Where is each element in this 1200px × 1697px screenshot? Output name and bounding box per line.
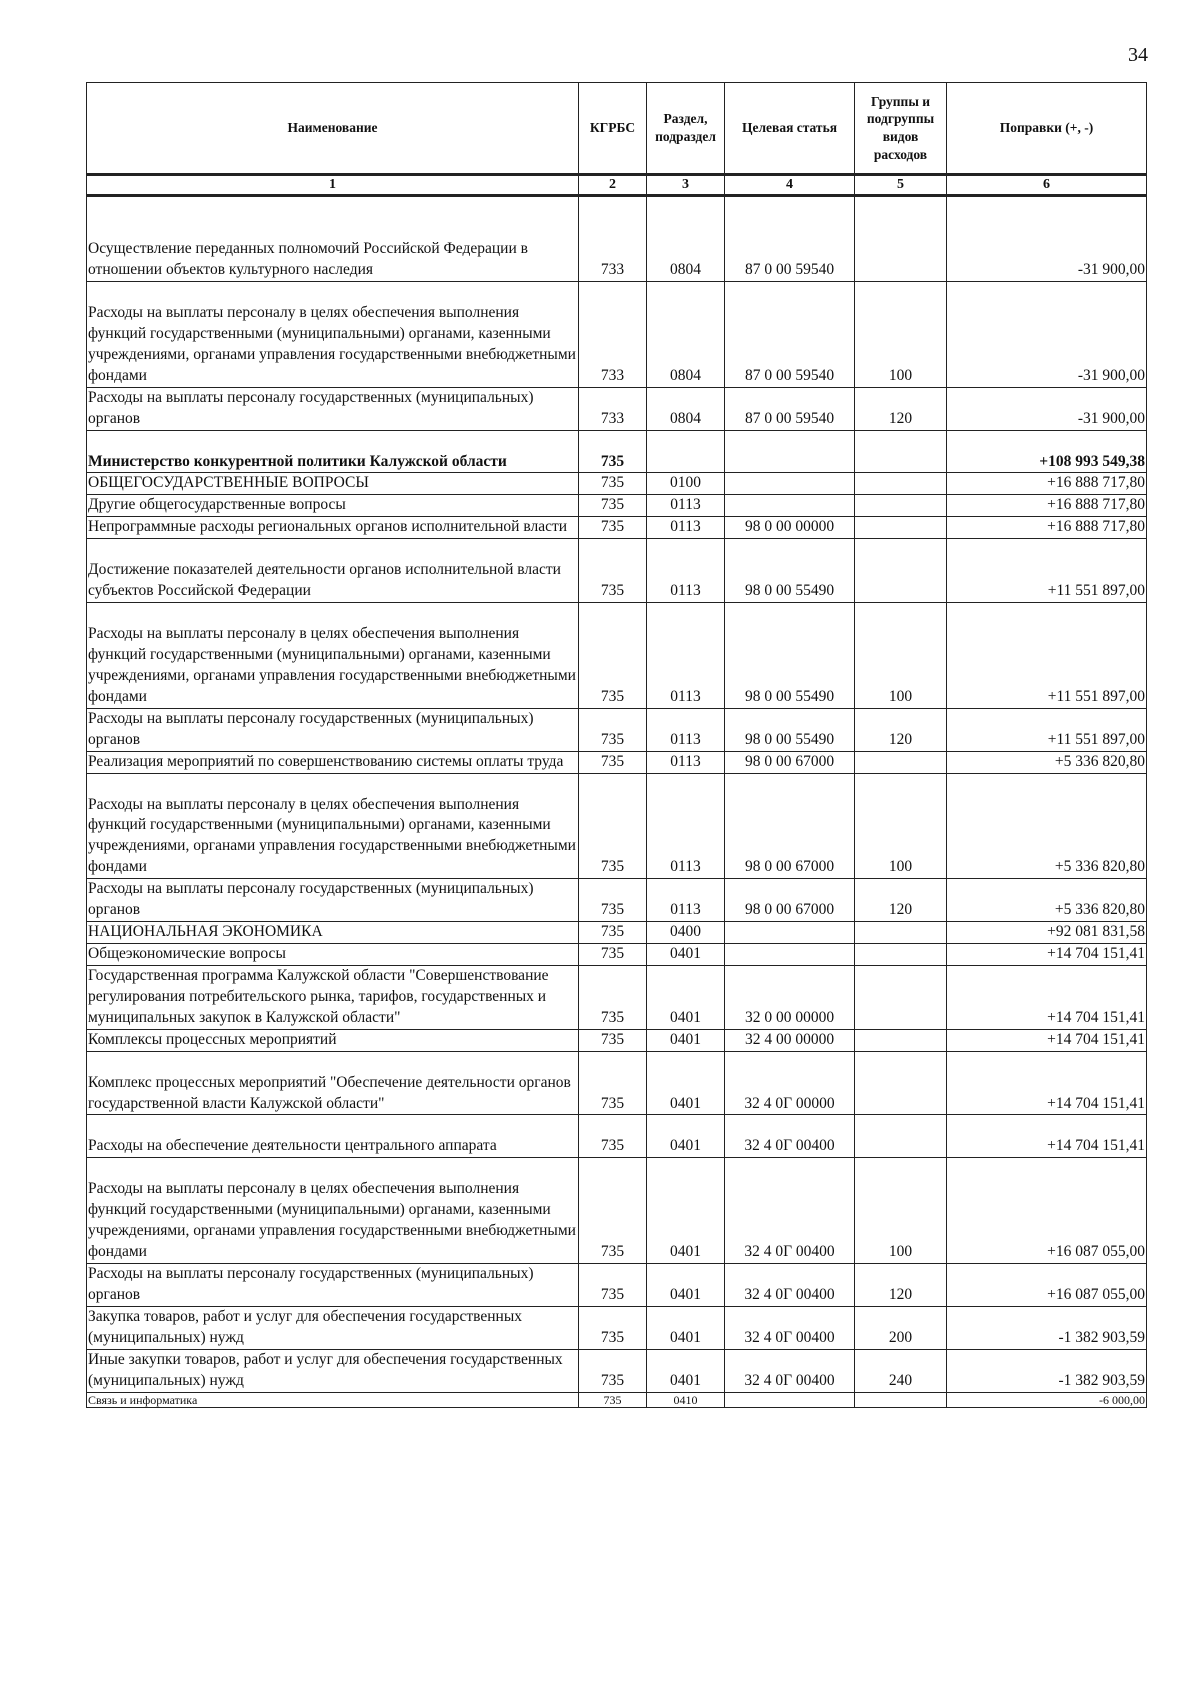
row-group: [855, 196, 947, 282]
table-row: [87, 1029, 1147, 1051]
row-name: Комплекс процессных мероприятий "Обеспечение деятельности органов государственной власти Калужской области": [87, 1051, 579, 1115]
row-section: 0401: [647, 1158, 725, 1264]
row-target: 87 0 00 59540: [725, 282, 855, 388]
row-group: 100: [855, 603, 947, 709]
table-row: [87, 517, 1147, 539]
column-number: 6: [947, 175, 1147, 196]
row-kgrbs: 735: [579, 473, 647, 495]
row-section: 0401: [647, 1029, 725, 1051]
row-section: 0401: [647, 1051, 725, 1115]
row-kgrbs: 735: [579, 708, 647, 751]
table-row: [87, 603, 1147, 709]
row-kgrbs: 733: [579, 196, 647, 282]
row-name: Закупка товаров, работ и услуг для обеспечения государственных (муниципальных) нужд: [87, 1306, 579, 1349]
row-amount: -1 382 903,59: [947, 1306, 1147, 1349]
row-amount: +14 704 151,41: [947, 944, 1147, 966]
row-group: 100: [855, 282, 947, 388]
row-amount: +11 551 897,00: [947, 539, 1147, 603]
row-amount: +11 551 897,00: [947, 603, 1147, 709]
row-target: 98 0 00 55490: [725, 603, 855, 709]
row-name: Связь и информатика: [87, 1392, 579, 1407]
row-target: 98 0 00 55490: [725, 539, 855, 603]
row-section: 0401: [647, 1349, 725, 1392]
row-target: [725, 1392, 855, 1407]
column-number: 1: [87, 175, 579, 196]
row-name: Другие общегосударственные вопросы: [87, 495, 579, 517]
row-kgrbs: 735: [579, 603, 647, 709]
row-section: 0401: [647, 965, 725, 1029]
row-name: ОБЩЕГОСУДАРСТВЕННЫЕ ВОПРОСЫ: [87, 473, 579, 495]
header-target: Целевая статья: [725, 83, 855, 175]
table-row: [87, 495, 1147, 517]
row-section: 0410: [647, 1392, 725, 1407]
table-row: [87, 1392, 1147, 1407]
row-name: Расходы на выплаты персоналу в целях обеспечения выполнения функций государственными (муниципальными) органами, казенными учреждениями, органами управления государственными внебюджетными фондами: [87, 282, 579, 388]
table-row: [87, 387, 1147, 430]
row-name: Расходы на выплаты персоналу государственных (муниципальных) органов: [87, 708, 579, 751]
table-row: [87, 1051, 1147, 1115]
table-row: [87, 1158, 1147, 1264]
row-group: [855, 539, 947, 603]
row-target: 98 0 00 67000: [725, 751, 855, 773]
row-section: 0401: [647, 1264, 725, 1307]
row-amount: +92 081 831,58: [947, 922, 1147, 944]
row-amount: +5 336 820,80: [947, 879, 1147, 922]
row-target: 98 0 00 55490: [725, 708, 855, 751]
row-target: 87 0 00 59540: [725, 196, 855, 282]
row-amount: +14 704 151,41: [947, 1029, 1147, 1051]
row-section: 0804: [647, 196, 725, 282]
row-amount: +5 336 820,80: [947, 751, 1147, 773]
table-row: [87, 965, 1147, 1029]
row-target: 98 0 00 67000: [725, 773, 855, 879]
row-amount: -1 382 903,59: [947, 1349, 1147, 1392]
row-kgrbs: 735: [579, 1306, 647, 1349]
row-amount: -31 900,00: [947, 282, 1147, 388]
row-name: Непрограммные расходы региональных органов исполнительной власти: [87, 517, 579, 539]
row-kgrbs: 735: [579, 539, 647, 603]
row-kgrbs: 735: [579, 751, 647, 773]
header-section: Раздел, подраздел: [647, 83, 725, 175]
row-section: 0113: [647, 879, 725, 922]
table-row: [87, 196, 1147, 282]
row-kgrbs: 735: [579, 495, 647, 517]
row-section: 0400: [647, 922, 725, 944]
row-group: [855, 1392, 947, 1407]
row-target: 32 4 0Г 00400: [725, 1115, 855, 1158]
row-section: [647, 430, 725, 473]
row-name: Расходы на обеспечение деятельности центрального аппарата: [87, 1115, 579, 1158]
row-section: 0100: [647, 473, 725, 495]
row-amount: +11 551 897,00: [947, 708, 1147, 751]
row-target: [725, 922, 855, 944]
row-section: 0804: [647, 282, 725, 388]
row-section: 0401: [647, 1306, 725, 1349]
row-group: [855, 1029, 947, 1051]
table-row: [87, 282, 1147, 388]
row-kgrbs: 735: [579, 922, 647, 944]
row-amount: -6 000,00: [947, 1392, 1147, 1407]
row-kgrbs: 735: [579, 1158, 647, 1264]
row-name: Осуществление переданных полномочий Российской Федерации в отношении объектов культурного наследия: [87, 196, 579, 282]
row-target: [725, 495, 855, 517]
row-target: 32 4 00 00000: [725, 1029, 855, 1051]
row-group: 120: [855, 879, 947, 922]
row-kgrbs: 735: [579, 1051, 647, 1115]
table-row: [87, 751, 1147, 773]
row-group: 100: [855, 1158, 947, 1264]
table-row: [87, 1115, 1147, 1158]
row-amount: +14 704 151,41: [947, 965, 1147, 1029]
table-row: [87, 430, 1147, 473]
row-target: 98 0 00 67000: [725, 879, 855, 922]
table-row: [87, 1306, 1147, 1349]
row-kgrbs: 735: [579, 1029, 647, 1051]
header-kgrbs: КГРБС: [579, 83, 647, 175]
row-name: Комплексы процессных мероприятий: [87, 1029, 579, 1051]
row-target: 32 4 0Г 00000: [725, 1051, 855, 1115]
row-name: Расходы на выплаты персоналу в целях обеспечения выполнения функций государственными (муниципальными) органами, казенными учреждениями, органами управления государственными внебюджетными фондами: [87, 603, 579, 709]
row-section: 0113: [647, 603, 725, 709]
row-group: [855, 430, 947, 473]
row-kgrbs: 735: [579, 879, 647, 922]
row-group: 120: [855, 387, 947, 430]
row-kgrbs: 735: [579, 517, 647, 539]
row-name: Расходы на выплаты персоналу государственных (муниципальных) органов: [87, 1264, 579, 1307]
row-amount: +14 704 151,41: [947, 1051, 1147, 1115]
row-name: Расходы на выплаты персоналу в целях обеспечения выполнения функций государственными (муниципальными) органами, казенными учреждениями, органами управления государственными внебюджетными фондами: [87, 1158, 579, 1264]
row-kgrbs: 735: [579, 1115, 647, 1158]
row-group: 240: [855, 1349, 947, 1392]
row-group: 200: [855, 1306, 947, 1349]
column-number: 5: [855, 175, 947, 196]
row-amount: +16 087 055,00: [947, 1264, 1147, 1307]
row-kgrbs: 735: [579, 1392, 647, 1407]
header-name: Наименование: [87, 83, 579, 175]
row-amount: +108 993 549,38: [947, 430, 1147, 473]
row-group: [855, 751, 947, 773]
row-name: Общеэкономические вопросы: [87, 944, 579, 966]
row-group: 120: [855, 708, 947, 751]
row-group: [855, 944, 947, 966]
row-group: [855, 517, 947, 539]
row-amount: +16 888 717,80: [947, 517, 1147, 539]
row-group: 120: [855, 1264, 947, 1307]
table-row: [87, 944, 1147, 966]
table-row: [87, 1264, 1147, 1307]
header-amendment: Поправки (+, -): [947, 83, 1147, 175]
row-amount: -31 900,00: [947, 387, 1147, 430]
row-name: Иные закупки товаров, работ и услуг для обеспечения государственных (муниципальных) нужд: [87, 1349, 579, 1392]
header-groups: Группы и подгруппы видов расходов: [855, 83, 947, 175]
row-name: Реализация мероприятий по совершенствованию системы оплаты труда: [87, 751, 579, 773]
column-number: 2: [579, 175, 647, 196]
row-name: Расходы на выплаты персоналу государственных (муниципальных) органов: [87, 387, 579, 430]
row-amount: +14 704 151,41: [947, 1115, 1147, 1158]
row-section: 0113: [647, 539, 725, 603]
row-target: 98 0 00 00000: [725, 517, 855, 539]
row-kgrbs: 735: [579, 773, 647, 879]
row-group: 100: [855, 773, 947, 879]
header-row: [87, 83, 1147, 175]
table-row: [87, 473, 1147, 495]
row-section: 0804: [647, 387, 725, 430]
table-row: [87, 539, 1147, 603]
row-kgrbs: 735: [579, 1349, 647, 1392]
row-group: [855, 965, 947, 1029]
row-target: 32 4 0Г 00400: [725, 1264, 855, 1307]
row-kgrbs: 733: [579, 387, 647, 430]
table-row: [87, 773, 1147, 879]
row-amount: +16 888 717,80: [947, 495, 1147, 517]
row-group: [855, 922, 947, 944]
table-row: [87, 708, 1147, 751]
row-amount: -31 900,00: [947, 196, 1147, 282]
row-name: Достижение показателей деятельности органов исполнительной власти субъектов Российской Федерации: [87, 539, 579, 603]
row-group: [855, 1115, 947, 1158]
row-section: 0401: [647, 1115, 725, 1158]
row-kgrbs: 733: [579, 282, 647, 388]
table-row: [87, 879, 1147, 922]
row-name: Расходы на выплаты персоналу государственных (муниципальных) органов: [87, 879, 579, 922]
row-section: 0113: [647, 708, 725, 751]
row-group: [855, 495, 947, 517]
row-target: [725, 944, 855, 966]
column-number-row: [87, 175, 1147, 196]
page-number: 34: [1128, 44, 1148, 66]
row-section: 0113: [647, 773, 725, 879]
row-target: 87 0 00 59540: [725, 387, 855, 430]
row-name: НАЦИОНАЛЬНАЯ ЭКОНОМИКА: [87, 922, 579, 944]
row-kgrbs: 735: [579, 944, 647, 966]
table-row: [87, 1349, 1147, 1392]
row-section: 0113: [647, 751, 725, 773]
row-name: Государственная программа Калужской области "Совершенствование регулирования потребительского рынка, тарифов, государственных и муниципальных закупок в Калужской области": [87, 965, 579, 1029]
row-target: [725, 430, 855, 473]
row-target: 32 0 00 00000: [725, 965, 855, 1029]
row-target: 32 4 0Г 00400: [725, 1306, 855, 1349]
column-number: 3: [647, 175, 725, 196]
row-target: 32 4 0Г 00400: [725, 1349, 855, 1392]
row-name: Министерство конкурентной политики Калужской области: [87, 430, 579, 473]
row-group: [855, 473, 947, 495]
row-kgrbs: 735: [579, 430, 647, 473]
row-kgrbs: 735: [579, 1264, 647, 1307]
row-target: [725, 473, 855, 495]
row-kgrbs: 735: [579, 965, 647, 1029]
row-amount: +16 888 717,80: [947, 473, 1147, 495]
row-amount: +5 336 820,80: [947, 773, 1147, 879]
row-section: 0113: [647, 517, 725, 539]
row-target: 32 4 0Г 00400: [725, 1158, 855, 1264]
row-amount: +16 087 055,00: [947, 1158, 1147, 1264]
budget-amendments-table: [86, 82, 1147, 1408]
row-section: 0401: [647, 944, 725, 966]
row-name: Расходы на выплаты персоналу в целях обеспечения выполнения функций государственными (муниципальными) органами, казенными учреждениями, органами управления государственными внебюджетными фондами: [87, 773, 579, 879]
row-section: 0113: [647, 495, 725, 517]
row-group: [855, 1051, 947, 1115]
table-row: [87, 922, 1147, 944]
column-number: 4: [725, 175, 855, 196]
